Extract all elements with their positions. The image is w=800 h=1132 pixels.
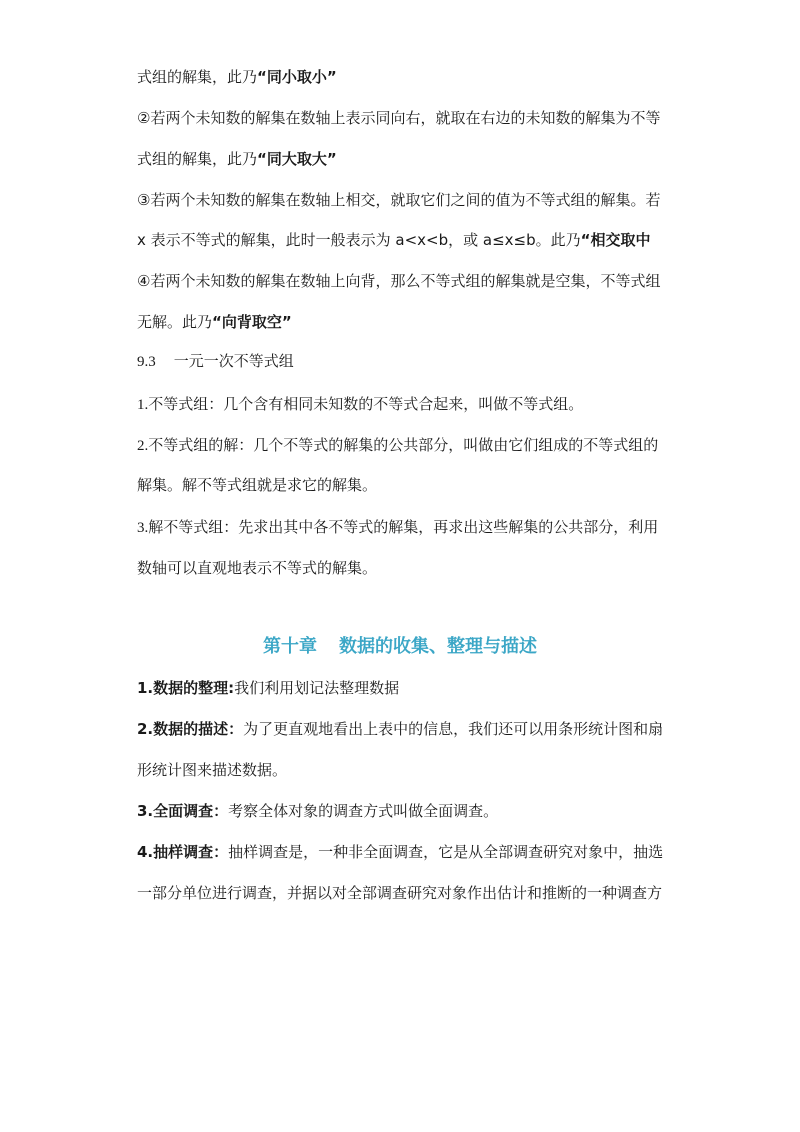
rule-name: “同小取小” — [257, 68, 337, 86]
line-text: 为了更直观地看出上表中的信息，我们还可以用条形统计图和扇 — [243, 720, 664, 738]
line-text: ④若两个未知数的解集在数轴上向背，那么不等式组的解集就是空集，不等式组 — [137, 272, 661, 290]
text-line — [137, 66, 697, 88]
term-label: 4.抽样调查： — [137, 843, 229, 861]
line-text: 式组的解集，此乃 — [137, 68, 258, 86]
line-text: 数轴可以直观地表示不等式的解集。 — [137, 559, 378, 577]
section-title: 一元一次不等式组 — [173, 352, 294, 370]
text-line — [137, 107, 697, 129]
line-text: ②若两个未知数的解集在数轴上表示同向右，就取在右边的未知数的解集为不等 — [137, 109, 661, 127]
term-label: 2.数据的描述： — [137, 720, 244, 738]
line-text: 我们利用划记法整理数据 — [234, 679, 400, 697]
text-line — [137, 189, 697, 211]
chapter-number: 第十章 — [263, 636, 317, 657]
text-line — [137, 882, 697, 904]
line-text: 解集。解不等式组就是求它的解集。 — [137, 476, 378, 494]
item-number: 2. — [137, 438, 149, 454]
chapter-name: 数据的收集、整理与描述 — [339, 636, 537, 657]
text-line — [137, 393, 697, 416]
line-text: 式组的解集，此乃 — [137, 150, 258, 168]
chapter-title — [0, 634, 800, 660]
section-number: 9.3 — [137, 354, 156, 370]
item-number: 1. — [137, 397, 149, 413]
term-label: 3.全面调查： — [137, 802, 229, 820]
text-line — [137, 311, 697, 333]
text-line — [137, 800, 697, 822]
text-line — [137, 474, 697, 496]
term-label: 1.数据的整理: — [137, 679, 235, 697]
text-line — [137, 677, 697, 699]
text-line — [137, 270, 697, 292]
line-text: 不等式组的解：几个不等式的解集的公共部分，叫做由它们组成的不等式组的 — [148, 436, 659, 454]
item-number: 3. — [137, 520, 149, 536]
section-heading — [137, 350, 697, 373]
line-text: 不等式组：几个含有相同未知数的不等式合起来，叫做不等式组。 — [148, 395, 584, 413]
text-line — [137, 557, 697, 579]
line-text: 抽样调查是，一种非全面调查，它是从全部调查研究对象中，抽选 — [228, 843, 664, 861]
text-line — [137, 841, 697, 863]
rule-name: “向背取空” — [212, 313, 292, 331]
rule-name: “相交取中 — [580, 231, 651, 249]
line-text: 一部分单位进行调查，并据以对全部调查研究对象作出估计和推断的一种调查方 — [137, 884, 663, 902]
text-line — [137, 759, 697, 781]
rule-name: “同大取大” — [257, 150, 337, 168]
line-text: 无解。此乃 — [137, 313, 213, 331]
text-line — [137, 148, 697, 170]
line-text: 形统计图来描述数据。 — [137, 761, 288, 779]
line-text: 解不等式组：先求出其中各不等式的解集，再求出这些解集的公共部分，利用 — [148, 518, 659, 536]
text-line — [137, 516, 697, 539]
text-line — [137, 229, 697, 251]
line-text: x 表示不等式的解集，此时一般表示为 a<x<b，或 a≤x≤b。此乃 — [137, 231, 581, 249]
line-text: 考察全体对象的调查方式叫做全面调查。 — [228, 802, 499, 820]
line-text: ③若两个未知数的解集在数轴上相交，就取它们之间的值为不等式组的解集。若 — [137, 191, 661, 209]
text-line — [137, 718, 697, 740]
text-line — [137, 434, 697, 457]
